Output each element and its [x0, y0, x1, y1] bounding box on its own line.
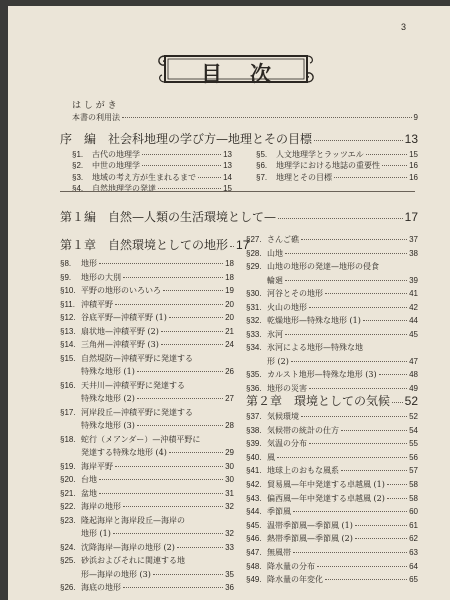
- dot-leader: [99, 263, 223, 264]
- page-ref: 24: [225, 340, 234, 349]
- toc-entry: [60, 339, 234, 350]
- entry-title: 本書の利用法: [72, 113, 120, 122]
- entry-title: 貿易風—年中発達する卓越風 (1): [267, 480, 385, 489]
- page-ref: 55: [409, 439, 418, 449]
- entry-title: 氷河: [267, 329, 283, 339]
- page-ref: 16: [409, 161, 418, 171]
- section-number: §48.: [246, 561, 262, 571]
- dot-leader: [314, 140, 403, 141]
- toc-entry: [60, 380, 234, 391]
- entry-title: 地理学における地誌の重要性: [276, 161, 380, 171]
- dot-leader: [161, 344, 223, 345]
- entry-title: 降水量の年変化: [267, 575, 323, 585]
- entry-title: 自然地理学の発達: [92, 184, 156, 194]
- page-ref: 54: [409, 425, 418, 435]
- chapter1-heading: [60, 236, 250, 253]
- entry-title: 地形: [81, 259, 97, 268]
- toc-entry: [60, 393, 234, 404]
- page-ref: 63: [409, 548, 418, 557]
- toc-entry: [60, 515, 234, 526]
- section-number: §37.: [246, 412, 262, 421]
- entry-title: 盆地: [81, 488, 97, 498]
- section-number: §36.: [246, 383, 262, 393]
- page-ref: 38: [409, 248, 418, 258]
- entry-title: 季節風: [267, 507, 291, 517]
- page-ref: 42: [409, 302, 418, 312]
- dot-leader: [177, 547, 223, 548]
- dot-leader: [169, 317, 223, 318]
- entry-title: 特殊な地形 (2): [81, 394, 135, 403]
- dot-leader: [142, 165, 221, 166]
- entry-title: 蛇行（メアンダー）—沖積平野に: [81, 434, 201, 444]
- toc-entry: [246, 561, 418, 572]
- section-number: §43.: [246, 493, 262, 503]
- page-ref: 9: [413, 113, 418, 122]
- section-number: §13.: [60, 326, 76, 336]
- section-number: §8.: [60, 259, 72, 268]
- page-ref: 28: [225, 421, 234, 430]
- toc-entry: [60, 407, 234, 418]
- dot-leader: [163, 290, 223, 291]
- toc-entry: [246, 302, 418, 313]
- toc-entry: [246, 342, 418, 353]
- dot-leader: [99, 493, 223, 494]
- entry-title: 地域の考え方が生まれるまで: [92, 172, 196, 182]
- entry-title: 平野の地形のいろいろ: [81, 286, 161, 295]
- entry-title: 第１編 自然—人類の生活環境として—: [60, 210, 277, 224]
- toc-entry: [246, 411, 418, 422]
- entry-title: 序 編 社会科地理の学び方—地理とその目標: [60, 132, 313, 146]
- preface-entry: [72, 98, 152, 111]
- section-number: §28.: [246, 248, 262, 258]
- entry-title: 河岸段丘—沖積平野に発達する: [81, 407, 193, 417]
- dot-leader: [137, 371, 223, 372]
- section-number: §40.: [246, 452, 262, 462]
- page-ref: 14: [223, 172, 232, 182]
- toc-entry: [246, 452, 418, 463]
- page-ref: 31: [225, 488, 234, 498]
- section-number: §26.: [60, 583, 76, 592]
- toc-entry: [60, 542, 234, 553]
- toc-entry: [60, 326, 234, 337]
- section-number: §9.: [60, 272, 72, 282]
- entry-title: 河谷とその地形: [267, 289, 323, 298]
- entry-title: 特殊な地形 (1): [81, 367, 135, 376]
- entry-title: 台地: [81, 475, 97, 484]
- section-number: §47.: [246, 548, 262, 557]
- page-ref: 17: [404, 210, 418, 224]
- page-ref: 57: [409, 466, 418, 476]
- section-number: §33.: [246, 329, 262, 339]
- entry-title: 谷底平野—沖積平野 (1): [81, 313, 167, 322]
- toc-entry: [246, 574, 418, 585]
- page-ref: 41: [409, 289, 418, 298]
- dot-leader: [334, 177, 407, 178]
- dot-leader: [341, 430, 407, 431]
- toc-entry: [60, 555, 234, 566]
- section-number: §46.: [246, 534, 262, 544]
- dot-leader: [161, 331, 223, 332]
- page-ref: 33: [225, 542, 234, 552]
- dot-leader: [115, 466, 223, 467]
- toc-entry: [246, 506, 418, 517]
- section-number: §25.: [60, 556, 76, 565]
- entry-title: 古代の地理学: [92, 150, 140, 159]
- section-number: §44.: [246, 507, 262, 517]
- entry-title: 地形の大別: [81, 272, 121, 282]
- toc-entry: [246, 520, 418, 531]
- entry-title: 無風帯: [267, 548, 291, 557]
- page-ref: 39: [409, 275, 418, 285]
- page-ref: 17: [236, 238, 250, 252]
- section-number: §6.: [256, 161, 268, 171]
- dot-leader: [142, 154, 221, 155]
- toc-entry: [60, 569, 234, 580]
- entry-title: 第２章 環境としての気候: [246, 394, 391, 408]
- dot-leader: [387, 498, 407, 499]
- entry-title: カルスト地形—特殊な地形 (3): [267, 370, 377, 379]
- toc-entry: [60, 461, 234, 472]
- page-ref: 45: [409, 329, 418, 339]
- dot-leader: [277, 457, 407, 458]
- section-divider: [60, 191, 415, 192]
- dot-leader: [285, 334, 407, 335]
- page-number: 3: [401, 22, 407, 32]
- entry-title: 自然堤防—沖積平野に発達する: [81, 353, 193, 363]
- page-ref: 29: [225, 448, 234, 457]
- dot-leader: [137, 425, 223, 426]
- dot-leader: [317, 566, 407, 567]
- toc-entry: [60, 528, 234, 539]
- page-ref: 47: [409, 356, 418, 366]
- toc-entry: [246, 329, 418, 340]
- dot-leader: [123, 277, 223, 278]
- page-ref: 30: [225, 461, 234, 471]
- contents-heading-banner: [156, 52, 316, 86]
- page-ref: 18: [225, 272, 234, 282]
- entry-title: 扇状地—沖積平野 (2): [81, 326, 159, 336]
- page-ref: 48: [409, 370, 418, 379]
- entry-title: 発達する特殊な地形 (4): [81, 448, 167, 457]
- page-ref: 13: [223, 150, 232, 159]
- dot-leader: [309, 443, 407, 444]
- entry-title: 隆起海岸と海岸段丘—海岸の: [81, 515, 185, 525]
- toc-entry: [246, 261, 418, 272]
- contents-title: 目次: [201, 61, 299, 86]
- section-number: §42.: [246, 480, 262, 489]
- toc-entry: [60, 285, 234, 296]
- toc-entry: [60, 582, 234, 593]
- page-ref: 26: [225, 367, 234, 376]
- toc-entry: [60, 258, 234, 269]
- section-number: §19.: [60, 461, 76, 471]
- dot-leader: [99, 479, 223, 480]
- section-number: §27.: [246, 235, 262, 244]
- section-number: §39.: [246, 439, 262, 449]
- page-ref: 49: [409, 383, 418, 393]
- dot-leader: [137, 398, 223, 399]
- dot-leader: [158, 188, 221, 189]
- entry-title: 温帯季節風—季節風 (1): [267, 520, 353, 530]
- entry-title: 天井川—沖積平野に発達する: [81, 380, 185, 390]
- section-number: §32.: [246, 316, 262, 325]
- toc-entry: [72, 183, 232, 194]
- entry-title: 氷河による地形—特殊な地: [267, 343, 363, 352]
- dot-leader: [392, 402, 403, 403]
- toc-entry: [246, 315, 418, 326]
- page-ref: 32: [225, 502, 234, 511]
- dot-leader: [387, 484, 407, 485]
- section-number: §21.: [60, 488, 76, 498]
- entry-title: 地形 (1): [81, 529, 111, 538]
- page-ref: 20: [225, 299, 234, 309]
- entry-title: 第１章 自然環境としての地形: [60, 238, 229, 252]
- section-number: §45.: [246, 520, 262, 530]
- entry-title: 熱帯季節風—季節風 (2): [267, 534, 353, 544]
- entry-title: さんご礁: [267, 235, 299, 244]
- entry-title: 人文地理学とラッツエル: [276, 150, 364, 159]
- toc-entry: [60, 447, 234, 458]
- page-ref: 60: [409, 507, 418, 517]
- entry-title: 乾燥地形—特殊な地形 (1): [267, 316, 361, 325]
- page-ref: 56: [409, 452, 418, 462]
- entry-title: 形 (2): [267, 356, 289, 366]
- toc-entry: [72, 160, 232, 171]
- toc-entry: [246, 438, 418, 449]
- toc-entry: [246, 234, 418, 245]
- dot-leader: [115, 304, 223, 305]
- intro-heading: [60, 130, 418, 147]
- dot-leader: [285, 253, 407, 254]
- toc-entry: [60, 272, 234, 283]
- section-number: §2.: [72, 161, 84, 171]
- toc-entry: [246, 356, 418, 367]
- toc-entry: [256, 172, 418, 183]
- page-ref: 19: [225, 286, 234, 295]
- toc-entry: [60, 474, 234, 485]
- toc-entry: [246, 547, 418, 558]
- dot-leader: [123, 587, 223, 588]
- entry-title: 気温の分布: [267, 439, 307, 449]
- entry-title: 火山の地形: [267, 302, 307, 312]
- toc-entry: [60, 434, 234, 445]
- section-number: §7.: [256, 172, 268, 182]
- entry-title: 偏西風—年中発達する卓越風 (2): [267, 493, 385, 503]
- section-number: §30.: [246, 289, 262, 298]
- dot-leader: [169, 452, 223, 453]
- dot-leader: [366, 154, 407, 155]
- entry-title: 山地の地形の発達—地形の侵食: [267, 262, 379, 271]
- page-ref: 52: [404, 394, 418, 408]
- dot-leader: [325, 293, 407, 294]
- section-number: §35.: [246, 370, 262, 379]
- book-page: [8, 6, 450, 600]
- toc-entry: [246, 369, 418, 380]
- entry-title: 中世の地理学: [92, 161, 140, 171]
- dot-leader: [355, 538, 407, 539]
- dot-leader: [325, 579, 407, 580]
- dot-leader: [278, 218, 403, 219]
- toc-entry: [246, 479, 418, 490]
- toc-entry: [72, 172, 232, 183]
- dot-leader: [309, 307, 407, 308]
- page-ref: 35: [225, 569, 234, 579]
- section-number: §12.: [60, 313, 76, 322]
- page-ref: 58: [409, 480, 418, 489]
- toc-entry: [256, 160, 418, 171]
- section-number: §18.: [60, 434, 76, 444]
- entry-title: 気候環境: [267, 412, 299, 421]
- chapter2-heading: [246, 392, 418, 409]
- toc-entry: [60, 366, 234, 377]
- dot-leader: [122, 117, 412, 118]
- toc-entry: [60, 353, 234, 364]
- section-number: §41.: [246, 466, 262, 476]
- toc-entry: [256, 149, 418, 160]
- dot-leader: [355, 525, 407, 526]
- dot-leader: [363, 320, 407, 321]
- dot-leader: [379, 374, 407, 375]
- dot-leader: [123, 506, 223, 507]
- toc-entry: [246, 533, 418, 544]
- section-number: §29.: [246, 262, 262, 271]
- toc-entry: [60, 420, 234, 431]
- toc-entry: [72, 149, 232, 160]
- section-number: §20.: [60, 475, 76, 484]
- section-number: §34.: [246, 343, 262, 352]
- entry-title: 海底の地形: [81, 583, 121, 592]
- page-ref: 44: [409, 316, 418, 325]
- section-number: §15.: [60, 353, 76, 363]
- page-ref: 15: [223, 184, 232, 194]
- section-number: §23.: [60, 515, 76, 525]
- dot-leader: [293, 552, 407, 553]
- entry-title: 地理とその目標: [276, 172, 332, 182]
- entry-title: 沖積平野: [81, 299, 113, 309]
- toc-entry: [60, 312, 234, 323]
- page-ref: 52: [409, 412, 418, 421]
- dot-leader: [113, 533, 223, 534]
- entry-title: 降水量の分布: [267, 561, 315, 571]
- dot-leader: [301, 416, 407, 417]
- toc-entry: [60, 299, 234, 310]
- entry-title: 形—海岸の地形 (3): [81, 569, 151, 579]
- dot-leader: [341, 470, 407, 471]
- page-ref: 61: [409, 520, 418, 530]
- section-number: §31.: [246, 302, 262, 312]
- dot-leader: [153, 574, 223, 575]
- toc-entry: [60, 501, 234, 512]
- page-ref: 58: [409, 493, 418, 503]
- entry-title: 海岸の地形: [81, 502, 121, 511]
- page-ref: 30: [225, 475, 234, 484]
- entry-title: 地形の災害: [267, 383, 307, 393]
- section-number: §4.: [72, 184, 84, 194]
- part1-heading: [60, 208, 418, 225]
- section-number: §14.: [60, 340, 76, 349]
- dot-leader: [382, 165, 407, 166]
- page-ref: 65: [409, 575, 418, 585]
- dot-leader: [293, 511, 407, 512]
- page-ref: 13: [223, 161, 232, 171]
- entry-title: 地球上のおもな風系: [267, 466, 339, 476]
- entry-title: 砂浜およびそれに関連する地: [81, 556, 185, 565]
- page-ref: 18: [225, 259, 234, 268]
- page-ref: 36: [225, 583, 234, 592]
- toc-entry: [246, 288, 418, 299]
- toc-entry: [246, 493, 418, 504]
- entry-title: 輪廻: [267, 275, 283, 285]
- section-number: §10.: [60, 286, 76, 295]
- entry-title: 気候帯の統計の仕方: [267, 425, 339, 435]
- entry-title: 沈降海岸—海岸の地形 (2): [81, 542, 175, 552]
- page-ref: 27: [225, 394, 234, 403]
- page-ref: 32: [225, 529, 234, 538]
- section-number: §22.: [60, 502, 76, 511]
- usage-entry: [72, 112, 418, 123]
- page-ref: 16: [409, 172, 418, 182]
- entry-title: 風: [267, 452, 275, 462]
- section-number: §24.: [60, 542, 76, 552]
- dot-leader: [230, 246, 234, 247]
- section-number: §11.: [60, 299, 75, 309]
- toc-entry: [246, 248, 418, 259]
- page-ref: 62: [409, 534, 418, 544]
- section-number: §17.: [60, 407, 76, 417]
- entry-title: 三角州—沖積平野 (3): [81, 340, 159, 349]
- entry-title: 特殊な地形 (3): [81, 421, 135, 430]
- entry-title: 山地: [267, 248, 283, 258]
- page-ref: 13: [404, 132, 418, 146]
- section-number: §49.: [246, 575, 262, 585]
- toc-entry: [246, 465, 418, 476]
- dot-leader: [309, 388, 407, 389]
- section-number: §5.: [256, 150, 268, 159]
- dot-leader: [301, 239, 407, 240]
- section-number: §3.: [72, 172, 84, 182]
- toc-entry: [246, 275, 418, 286]
- entry-title: は し が き: [72, 101, 117, 111]
- section-number: §16.: [60, 380, 76, 390]
- entry-title: 海岸平野: [81, 461, 113, 471]
- dot-leader: [291, 361, 407, 362]
- section-number: §38.: [246, 425, 262, 435]
- section-number: §1.: [72, 150, 84, 159]
- page-ref: 64: [409, 561, 418, 571]
- dot-leader: [285, 280, 407, 281]
- page-ref: 37: [409, 235, 418, 244]
- dot-leader: [198, 177, 221, 178]
- toc-entry: [60, 488, 234, 499]
- page-ref: 21: [225, 326, 234, 336]
- toc-entry: [246, 425, 418, 436]
- page-ref: 20: [225, 313, 234, 322]
- page-ref: 15: [409, 150, 418, 159]
